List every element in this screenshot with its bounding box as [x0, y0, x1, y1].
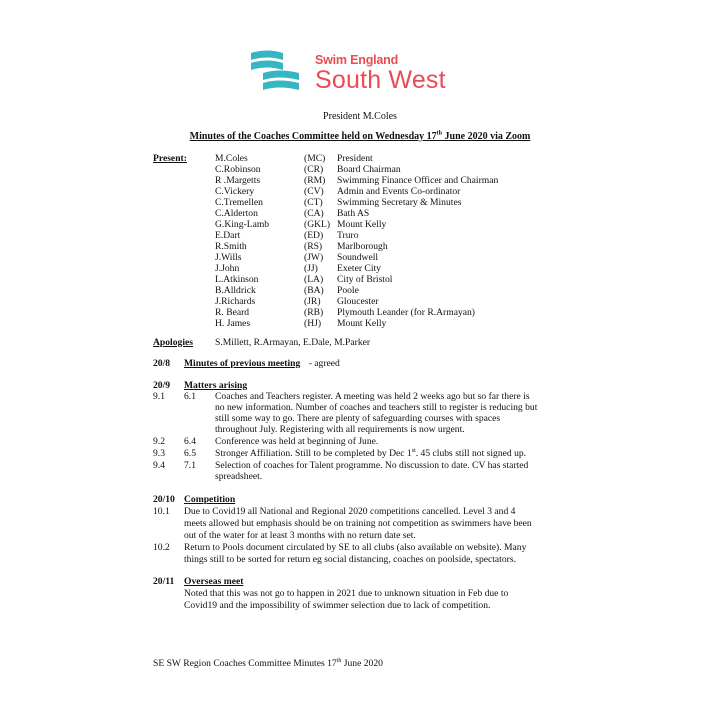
member-name: B.Alldrick — [215, 285, 256, 296]
member-name: G.King-Lamb — [215, 219, 270, 230]
present-row — [215, 241, 498, 252]
member-name: J.Wills — [215, 252, 242, 263]
member-initials: (HJ) — [304, 318, 322, 329]
present-row — [215, 274, 498, 285]
member-initials: (JR) — [304, 296, 321, 307]
item-9-2-number: 9.2 — [153, 436, 165, 447]
member-initials: (CR) — [304, 164, 324, 175]
member-role: Marlborough — [337, 241, 388, 252]
item-9-1-line: no new information. Number of coaches and teachers still to register is reducing but — [215, 402, 538, 413]
item-9-1-line: still some way to go. There are plenty of safeguarding courses with spaces — [215, 413, 501, 424]
page-title — [0, 131, 720, 142]
member-name: E.Dart — [215, 230, 241, 241]
item-9-4-ref: 7.1 — [184, 460, 196, 471]
apologies-text: S.Millett, R.Armayan, E.Dale, M.Parker — [215, 337, 371, 348]
item-9-2-line: Conference was held at beginning of June. — [215, 436, 379, 447]
section-20-11-number: 20/11 — [153, 576, 175, 587]
item-10-1-line: meets allowed but emphasis should be on training not competition as swimmers have been — [184, 518, 532, 529]
member-role: Plymouth Leander (for R.Armayan) — [337, 307, 476, 318]
item-10-1-line: out of the water for at least 3 months with no return date set. — [184, 530, 416, 541]
present-row — [215, 285, 498, 296]
present-row — [215, 186, 498, 197]
member-initials: (RM) — [304, 175, 326, 186]
member-name: C.Tremellen — [215, 197, 263, 208]
member-name: R. Beard — [215, 307, 250, 318]
present-row — [215, 296, 498, 307]
item-9-4-line: Selection of coaches for Talent programme. No discussion to date. CV has started — [215, 460, 529, 471]
section-20-11-line: Covid19 and the impossibility of swimmer selection due to lack of competition. — [184, 600, 491, 611]
member-name: C.Vickery — [215, 186, 255, 197]
apologies-label — [153, 337, 193, 348]
item-9-3-line-b: . 45 clubs still not signed up. — [415, 448, 527, 459]
present-row — [215, 252, 498, 263]
member-role: Swimming Secretary & Minutes — [337, 197, 462, 208]
item-9-3-sup: st — [411, 447, 416, 454]
heading-b: June 2020 via Zoom — [442, 131, 531, 142]
heading-a: Minutes of the Coaches Committee held on Wednesday 17 — [189, 131, 437, 142]
member-initials: (GKL) — [304, 219, 331, 230]
present-table — [215, 153, 498, 329]
member-initials: (JJ) — [304, 263, 318, 274]
logo-line2: South West — [315, 66, 446, 94]
section-20-10-title: Competition — [184, 494, 236, 505]
member-name: J.John — [215, 263, 240, 274]
page-footer — [153, 658, 383, 669]
member-name: R.Smith — [215, 241, 247, 252]
present-row — [215, 164, 498, 175]
member-initials: (CA) — [304, 208, 324, 219]
member-name: C.Robinson — [215, 164, 261, 175]
present-row — [215, 197, 498, 208]
member-initials: (CV) — [304, 186, 324, 197]
section-20-10-number: 20/10 — [153, 494, 175, 505]
member-role: Soundwell — [337, 252, 379, 263]
present-label: Present: — [153, 153, 187, 164]
member-role: City of Bristol — [337, 274, 393, 285]
member-initials: (BA) — [304, 285, 324, 296]
item-9-3-text — [215, 448, 526, 459]
member-initials: (JW) — [304, 252, 324, 263]
item-10-1-line: Due to Covid19 all National and Regional 2020 competitions cancelled. Level 3 and 4 — [184, 506, 516, 517]
member-role: Admin and Events Co-ordinator — [337, 186, 461, 197]
footer-a: SE SW Region Coaches Committee Minutes 17 — [153, 658, 337, 669]
member-name: M.Coles — [215, 153, 248, 164]
item-9-1-ref: 6.1 — [184, 391, 196, 402]
item-9-3-ref: 6.5 — [184, 448, 196, 459]
item-9-4-line: spreadsheet. — [215, 471, 263, 482]
present-row — [215, 219, 498, 230]
member-role: Board Chairman — [337, 164, 401, 175]
president-line: President M.Coles — [323, 111, 397, 122]
member-role: Mount Kelly — [337, 219, 387, 230]
item-10-2-line: things still to be sorted for return eg social distancing, coaches on poolside, spectators. — [184, 554, 516, 565]
footer-b: June 2020 — [341, 658, 383, 669]
present-row — [215, 307, 498, 318]
section-20-8-text: - agreed — [308, 358, 340, 369]
member-name: C.Alderton — [215, 208, 258, 219]
item-9-3-line-a: Stronger Affiliation. Still to be completed by Dec 1 — [215, 448, 412, 459]
member-role: Mount Kelly — [337, 318, 387, 329]
item-9-1-line: throughout July. Registering with all requirements is now urgent. — [215, 424, 465, 435]
member-name: L.Atkinson — [215, 274, 259, 285]
member-role: Exeter City — [337, 263, 381, 274]
apologies-title: Apologies — [153, 337, 193, 348]
member-role: Truro — [337, 230, 359, 241]
member-name: R .Margetts — [215, 175, 261, 186]
member-role: Bath AS — [337, 208, 370, 219]
member-initials: (LA) — [304, 274, 324, 285]
item-9-3-number: 9.3 — [153, 448, 165, 459]
item-9-1-line: Coaches and Teachers register. A meeting was held 2 weeks ago but so far there is — [215, 391, 530, 402]
item-9-2-ref: 6.4 — [184, 436, 196, 447]
item-10-1-number: 10.1 — [153, 506, 170, 517]
member-role: President — [337, 153, 373, 164]
present-row — [215, 153, 498, 164]
swim-england-logo-icon — [249, 49, 301, 93]
member-name: H. James — [215, 318, 251, 329]
section-20-8-title: Minutes of previous meeting — [184, 358, 301, 369]
item-9-4-number: 9.4 — [153, 460, 165, 471]
present-row — [215, 263, 498, 274]
member-initials: (RB) — [304, 307, 324, 318]
logo-line1: Swim England — [315, 53, 399, 67]
member-initials: (ED) — [304, 230, 324, 241]
section-20-11-title: Overseas meet — [184, 576, 244, 587]
present-row — [215, 208, 498, 219]
footer-sup: th — [336, 657, 342, 664]
member-initials: (RS) — [304, 241, 323, 252]
section-20-9-title: Matters arising — [184, 380, 248, 391]
section-20-8-heading — [184, 358, 340, 369]
item-10-2-number: 10.2 — [153, 542, 170, 553]
member-role: Poole — [337, 285, 359, 296]
present-row — [215, 318, 498, 329]
member-role: Gloucester — [337, 296, 379, 307]
member-initials: (CT) — [304, 197, 323, 208]
section-20-11-line: Noted that this was not go to happen in 2021 due to unknown situation in Feb due to — [184, 588, 509, 599]
present-row — [215, 230, 498, 241]
heading-sup: th — [436, 130, 443, 137]
item-10-2-line: Return to Pools document circulated by SE to all clubs (also available on website). Many — [184, 542, 527, 553]
present-row — [215, 175, 498, 186]
member-name: J.Richards — [215, 296, 256, 307]
member-role: Swimming Finance Officer and Chairman — [337, 175, 499, 186]
section-20-8-number: 20/8 — [153, 358, 171, 369]
member-initials: (MC) — [304, 153, 326, 164]
section-20-9-number: 20/9 — [153, 380, 171, 391]
item-9-1-number: 9.1 — [153, 391, 165, 402]
